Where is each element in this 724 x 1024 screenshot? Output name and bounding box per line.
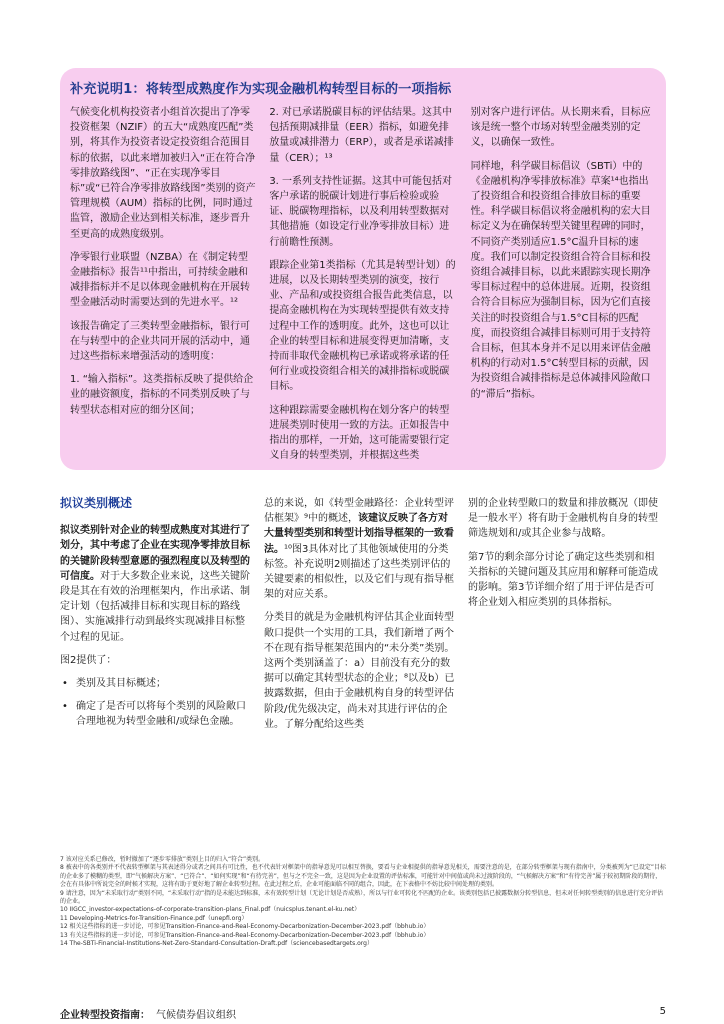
page-footer	[60, 1006, 666, 1021]
footnote-link[interactable]: 14 The-SBTi-Financial-Institutions-Net-Zero-Standard-Consultation-Draft.pdf（sciencebasedtargets.org）	[60, 940, 373, 948]
footer-subtitle: 气候债券倡议组织	[156, 1010, 236, 1021]
box-column-2	[269, 105, 458, 471]
main-column-2	[264, 496, 456, 740]
footnote: 7 该对应关系已修改，暂时撤加了“逐步零排放”类别上目的归入“符合”类别。	[60, 856, 265, 863]
paragraph: 1. “输入指标”。这类指标反映了提供给企业的融资额度，指标的不同类别反映了与转型状态相对应的细分区间；	[70, 374, 254, 416]
text-span: 总的来说，如《转型金融路径：企业转型评估框架》⁹中的概述，	[264, 498, 454, 525]
box-title: 补充说明1：将转型成熟度作为实现金融机构转型目标的一项指标	[70, 82, 452, 97]
paragraph: 同样地，科学碳目标倡议（SBTi）中的《金融机构净零排放标准》草案¹⁴也指出了投资组合和投资组合排放目标的重要性。科学碳目标倡议将金融机构的宏大目标定义为在确保转型关键里程碑的同时，不同资产类别适应1.5°C温升目标的速度。我们可以制定投资组合符合目标和投资组合减排目标，以此来跟踪实现长期净零目标过程中的总体进展。近期，投资组合符合目标应为强制目标，因为它们直接关注的时投资组合与1.5°C目标的匹配度，而投资组合减排目标则可用于支持符合目标，但其本身并不足以用来评估金融机构的行动对1.5°C转型目标的贡献，因为投资组合减排指标是总体减排风险敞口的“滞后”指标。	[470, 160, 651, 400]
footnote: 8 被表中的各类别并不代表转型框架与其表述得分或者之间具有可比性，也不代表针对框架中的指导意见可以相互替换，要看与企业相提供的指导意见相关，需要注意的是，在部分转型框架与现有指南中，分类被列为“已设定”目标的企业多了模糊的类型，即“气候解决方案”、“已符合”、“如何实现”和“有待完善”，但与之不完全一致，这是因为企业设置的评估标准，可能针对中间值或尚未过渡阶段的，“气候解决方案”和“有待完善”属于较初期阶段的期待，会在有具体中所说完全的时候才实现，这将有助于更好地了解企业转型过程。在此过程之后，企业可能面临不同的组合，因此，在下表格中不妨比较中间处理的类别。	[60, 864, 666, 889]
footnote-link[interactable]: 12 相关这些指标的进一步讨论，可参见Transition-Finance-and-Real-Economy-Decarbonization-December-2023.pdf（bbhub.io）	[60, 923, 430, 931]
main-section	[60, 496, 666, 740]
box-column-3	[471, 105, 652, 471]
paragraph: 该报告确定了三类转型金融指标，银行可在与转型中的企业共同开展的活动中，通过这些指标来增强活动的透明度：	[70, 320, 250, 363]
paragraph: 净零银行业联盟（NZBA）在《制定转型金融指标》报告¹¹中指出，可持续金融和减排指标并不足以体现金融机构在开展转型金融活动时需要达到的先进水平。¹²	[70, 251, 250, 309]
paragraph-rest: 对于大多数企业来说，这些关键阶段是其在有效的治理框架内，作出承诺、制定计划（包括减排目标和实现目标的路线图）、实施减排行动到最终实现减排目标整个过程的见证。	[60, 570, 250, 643]
supplementary-note-box	[60, 68, 666, 470]
list-item: • 确定了是否可以将每个类别的风险敞口合理地视为转型金融和/或绿色金融。	[60, 699, 252, 729]
box-columns	[70, 105, 652, 471]
box-column-1	[70, 105, 257, 471]
paragraph: 别对客户进行评估。从长期来看，目标应该是统一整个市场对转型金融类别的定义，以确保一致性。	[470, 107, 651, 149]
paragraph: 这种跟踪需要金融机构在划分客户的转型进展类别时使用一致的方法。正如报告中指出的那样，一开始，这可能需要银行定义自身的转型类别，并根据这些类	[269, 404, 450, 462]
footer-title: 企业转型投资指南：	[60, 1010, 150, 1021]
paragraph: 跟踪企业第1类指标（尤其是转型计划）的进展，以及长期转型类别的演变，按行业、产品和/或投资组合报告此类信息，以提高金融机构在为实现转型提供有效支持过程中工作的透明度。此外，这也可以让企业的转型目标和进展变得更加清晰，支持而非取代金融机构已承诺或将承诺的任何行业或投资组合相关的减排指标或脱碳目标。	[269, 259, 456, 393]
bold-span: 该建议反映了各方对大量转型类别和转型计划指导框架的一致看法。	[264, 513, 454, 555]
footnote-link[interactable]: 10 IIGCC_investor-expectations-of-corporate-transition-plans_Final.pdf（nuicsplus.tenant.el-ku.net）	[60, 906, 361, 914]
paragraph: 分类目的就是为金融机构评估其企业面转型敞口提供一个实用的工具，我们新增了两个不在现有指导框架范围内的“未分类”类别。这两个类别涵盖了：a）目前没有充分的数据可以确定其转型状态的企业；⁸以及b）已披露数据，但由于金融机构自身的转型评估阶段/优先级决定，尚未对其进行评估的企业。了解分配给这些类	[264, 612, 455, 730]
paragraph: 图2提供了：	[60, 654, 117, 666]
paragraph	[60, 523, 252, 645]
bold-lead: 拟议类别针对企业的转型成熟度对其进行了划分，其中考虑了企业在实现净零排放目标的关键阶段转型意愿的强烈程度以及转型的可信度。	[60, 525, 250, 582]
paragraph: 第7节的剩余部分讨论了确定这些类别和相关指标的关键问题及其应用和解释可能造成的影响。第3节详细介绍了用于评估是否可将企业划入相应类别的具体指标。	[468, 551, 658, 609]
paragraph: 别的企业转型敞口的数量和排放概况（即使是一般水平）将有助于金融机构自身的转型筛选规划和/或其企业参与战略。	[468, 498, 658, 540]
paragraph: 3. 一系列支持性证据。这其中可能包括对客户承诺的脱碳计划进行事后检验或验证、脱碳物理指标，以及利用转型数据对其他措施（如设定行业净零排放目标）进行前瞻性预测。	[269, 175, 453, 248]
footnotes	[60, 856, 666, 948]
main-column-3	[468, 496, 658, 740]
footnote-link[interactable]: 11 Developing-Metrics-for-Transition-Finance.pdf（unepfi.org）	[60, 914, 248, 922]
paragraph: 气候变化机构投资者小组首次提出了净零投资框架（NZIF）的五大“成熟度匹配”类别，将其作为投资者设定投资组合范围目标的依据，以此来增加被归入“正在符合净零排放路线图”、“正在实现净零目标”或“已符合净零排放路线图”类别的资产管理规模（AUM）指标的比例，同时通过监管，激励企业达到相关标准，逐步晋升至更高的成熟度级别。	[70, 107, 256, 240]
footnote: 9 请注意，因为“未采取行动”类别不同，“未采取行动”指的是未能达到标准，未有效转型计划（无论计划是否成熟），所以与行业可转化不匹配的企业。该类别包括已披露数据分转型信息，但未对任何转型类别的信息进行充分评估的企业。	[60, 889, 664, 906]
page-number: 5	[659, 1006, 666, 1017]
section-title: 拟议类别概述	[60, 496, 133, 510]
paragraph: 2. 对已承诺脱碳目标的评估结果。这其中包括预期减排量（EER）指标，如避免排放量或减排潜力（ERP），或者是承诺减排量（CER）；¹³	[269, 107, 454, 164]
text-span: ¹⁰图3具体对比了其他领域使用的分类标签。补充说明2则描述了这些类别评估的关键要素的相似性，以及它们与现有指导框架的对应关系。	[264, 543, 454, 601]
paragraph	[264, 496, 456, 602]
footnote-link[interactable]: 13 有关这些指标的进一步讨论，可参见Transition-Finance-and-Real-Economy-Decarbonization-December-2023.pdf（bbhub.io）	[60, 931, 430, 939]
list-item: • 类别及其目标概述；	[60, 676, 252, 691]
main-column-1	[60, 496, 252, 740]
bullet-list	[60, 676, 252, 730]
